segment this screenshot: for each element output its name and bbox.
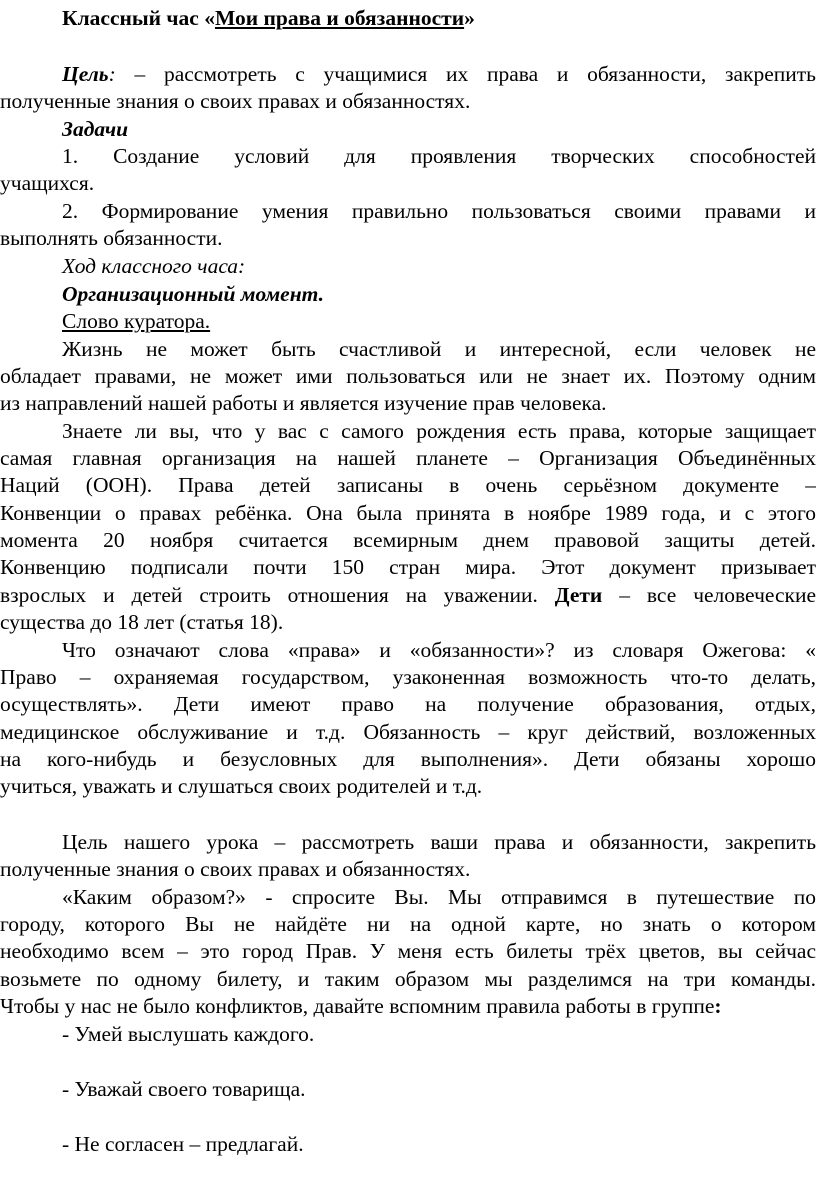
- paragraph-5-line: необходимо всем – это город Прав. У меня есть билеты трёх цветов, вы сейчас: [0, 939, 816, 963]
- task-1-line-2: учащихся.: [0, 171, 95, 195]
- paragraph-1-line: обладает правами, не может ими пользоваться или не знает их. Поэтому одним: [0, 364, 816, 388]
- course-heading: Ход классного часа:: [62, 254, 246, 278]
- curator-word-heading: Слово куратора.: [62, 309, 211, 333]
- paragraph-5-line: возьмете по одному билету, и таким образом мы разделимся на три команды.: [0, 967, 816, 991]
- rule-item: - Умей выслушать каждого.: [62, 1022, 315, 1046]
- children-term: Дети: [554, 583, 603, 607]
- paragraph-2-line: Конвенции о правах ребёнка. Она была принята в ноябре 1989 года, и с этого: [0, 501, 816, 525]
- paragraph-2-line: существа до 18 лет (статья 18).: [0, 610, 284, 634]
- document-title: Классный час «Мои права и обязанности»: [62, 6, 475, 30]
- paragraph-5-line: «Каким образом?» - спросите Вы. Мы отправимся в путешествие по: [62, 885, 816, 909]
- rule-item: - Уважай своего товарища.: [62, 1077, 306, 1101]
- paragraph-3-line: Что означают слова «права» и «обязанности»? из словаря Ожегова: «: [62, 638, 816, 662]
- task-2-line-1: 2. Формирование умения правильно пользоваться своими правами и: [62, 199, 816, 223]
- goal-line-2: полученные знания о своих правах и обязанностях.: [0, 89, 471, 113]
- goal-label: Цель: [62, 62, 109, 86]
- task-2-line-2: выполнять обязанности.: [0, 226, 223, 250]
- paragraph-5-line: Чтобы у нас не было конфликтов, давайте вспомним правила работы в группе:: [0, 994, 722, 1018]
- paragraph-2-line: самая главная организация на нашей планете – Организация Объединённых: [0, 446, 816, 470]
- paragraph-2-line: момента 20 ноября считается всемирным днем правовой защиты детей.: [0, 528, 816, 552]
- paragraph-3-line: медицинское обслуживание и т.д. Обязанность – круг действий, возложенных: [0, 720, 816, 744]
- paragraph-2-line: Наций (ООН). Права детей записаны в очень серьёзном документе –: [0, 473, 816, 497]
- paragraph-4-line: полученные знания о своих правах и обязанностях.: [0, 857, 471, 881]
- paragraph-3-line: на кого-нибудь и безусловных для выполнения». Дети обязаны хорошо: [0, 747, 816, 771]
- paragraph-2-line: взрослых и детей строить отношения на уважении. Дети – все человеческие: [0, 583, 816, 607]
- paragraph-3-line: Право – охраняемая государством, узаконенная возможность что-то делать,: [0, 665, 816, 689]
- org-moment-heading: Организационный момент.: [62, 282, 325, 306]
- paragraph-3-line: осуществлять». Дети имеют право на получение образования, отдых,: [0, 692, 816, 716]
- paragraph-1-line: Жизнь не может быть счастливой и интересной, если человек не: [62, 337, 816, 361]
- paragraph-2-line: Конвенцию подписали почти 150 стран мира. Этот документ призывает: [0, 555, 816, 579]
- paragraph-4-line: Цель нашего урока – рассмотреть ваши права и обязанности, закрепить: [62, 830, 816, 854]
- task-1-line-1: 1. Создание условий для проявления творческих способностей: [62, 144, 816, 168]
- tasks-heading: Задачи: [62, 117, 129, 141]
- rule-item: - Не согласен – предлагай.: [62, 1132, 304, 1156]
- goal-line-1: Цель: – рассмотреть с учащимися их права и обязанности, закрепить: [62, 62, 816, 86]
- paragraph-5-line: городу, которого Вы не найдёте ни на одной карте, но знать о котором: [0, 912, 816, 936]
- title-topic: Мои права и обязанности: [214, 6, 465, 30]
- paragraph-3-line: учиться, уважать и слушаться своих родителей и т.д.: [0, 774, 483, 798]
- paragraph-1-line: из направлений нашей работы и является изучение прав человека.: [0, 391, 607, 415]
- paragraph-2-line: Знаете ли вы, что у вас с самого рождения есть права, которые защищает: [62, 419, 816, 443]
